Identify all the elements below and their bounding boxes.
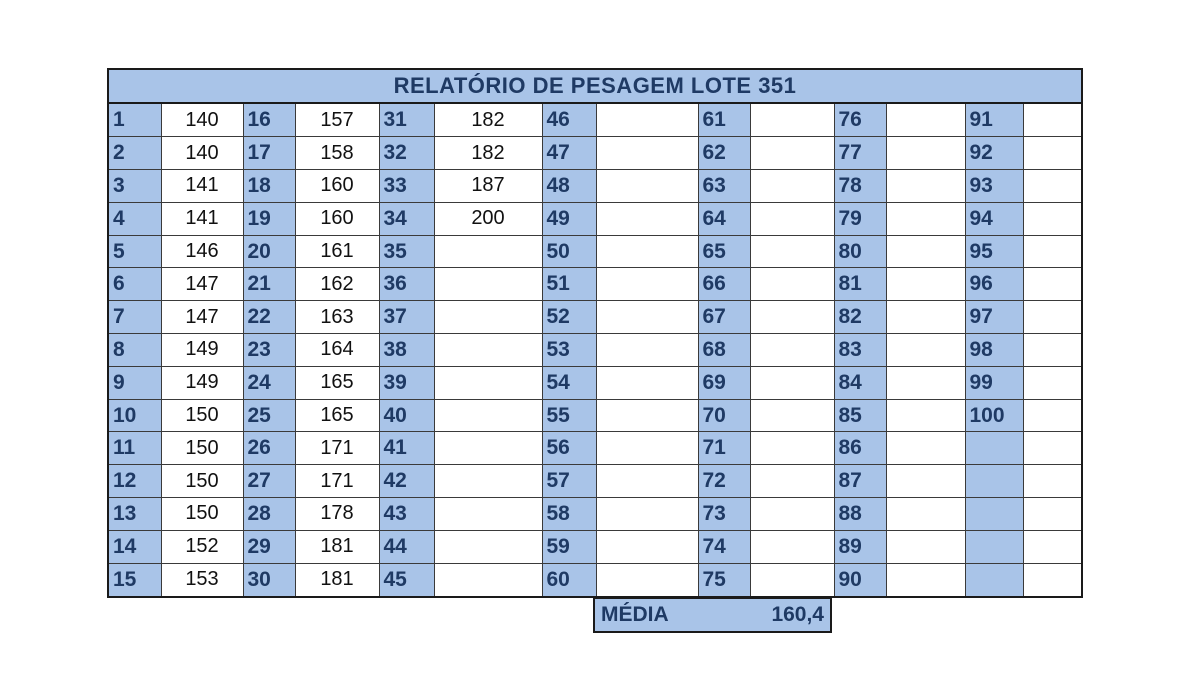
item-number: 56 [542, 432, 596, 465]
weight-value [886, 202, 965, 235]
weight-value [750, 104, 834, 137]
report-title: RELATÓRIO DE PESAGEM LOTE 351 [109, 70, 1081, 104]
item-number: 49 [542, 202, 596, 235]
weight-value: 181 [295, 530, 379, 563]
weight-value [886, 170, 965, 203]
item-number: 29 [243, 530, 295, 563]
weight-value [434, 530, 542, 563]
weight-value: 150 [161, 432, 243, 465]
weight-value: 141 [161, 202, 243, 235]
weight-value: 149 [161, 334, 243, 367]
weight-value [596, 268, 698, 301]
weight-value: 160 [295, 202, 379, 235]
weight-value [434, 268, 542, 301]
weight-value [886, 530, 965, 563]
item-number: 90 [834, 563, 886, 596]
item-number: 51 [542, 268, 596, 301]
item-number: 98 [965, 334, 1023, 367]
weight-value [886, 137, 965, 170]
weight-value [750, 137, 834, 170]
weight-value [1023, 498, 1081, 531]
item-number: 86 [834, 432, 886, 465]
weight-value: 182 [434, 104, 542, 137]
item-number: 15 [109, 563, 161, 596]
item-number: 32 [379, 137, 434, 170]
weight-value: 161 [295, 235, 379, 268]
item-number: 46 [542, 104, 596, 137]
table-row [109, 301, 1081, 334]
item-number: 60 [542, 563, 596, 596]
weight-value [434, 498, 542, 531]
table-row [109, 170, 1081, 203]
table-row [109, 104, 1081, 137]
weight-value [596, 498, 698, 531]
item-number: 37 [379, 301, 434, 334]
table-row [109, 530, 1081, 563]
weight-value: 162 [295, 268, 379, 301]
weight-value: 158 [295, 137, 379, 170]
weight-value: 171 [295, 432, 379, 465]
weight-value: 171 [295, 465, 379, 498]
item-number: 76 [834, 104, 886, 137]
item-number: 35 [379, 235, 434, 268]
weight-value: 178 [295, 498, 379, 531]
item-number: 45 [379, 563, 434, 596]
weight-value [750, 235, 834, 268]
weight-value [596, 235, 698, 268]
weight-value: 164 [295, 334, 379, 367]
item-number: 96 [965, 268, 1023, 301]
weight-value [750, 498, 834, 531]
table-row [109, 202, 1081, 235]
item-number: 24 [243, 366, 295, 399]
weight-value [596, 202, 698, 235]
item-number: 42 [379, 465, 434, 498]
item-number: 36 [379, 268, 434, 301]
item-number: 82 [834, 301, 886, 334]
item-number: 54 [542, 366, 596, 399]
item-number: 59 [542, 530, 596, 563]
item-number [965, 563, 1023, 596]
weight-value [886, 366, 965, 399]
weight-value [434, 235, 542, 268]
item-number: 80 [834, 235, 886, 268]
weight-value [1023, 366, 1081, 399]
weight-value: 165 [295, 399, 379, 432]
weight-value [750, 432, 834, 465]
item-number [965, 530, 1023, 563]
item-number: 27 [243, 465, 295, 498]
weight-value [750, 268, 834, 301]
item-number: 34 [379, 202, 434, 235]
item-number: 65 [698, 235, 750, 268]
weight-value: 152 [161, 530, 243, 563]
item-number: 85 [834, 399, 886, 432]
weight-value [750, 366, 834, 399]
weight-value [434, 399, 542, 432]
item-number: 39 [379, 366, 434, 399]
weight-value [596, 366, 698, 399]
weight-value [1023, 235, 1081, 268]
table-row [109, 432, 1081, 465]
weight-value [1023, 465, 1081, 498]
item-number: 7 [109, 301, 161, 334]
table-row [109, 268, 1081, 301]
weight-value: 181 [295, 563, 379, 596]
weight-value [886, 399, 965, 432]
item-number: 1 [109, 104, 161, 137]
item-number: 26 [243, 432, 295, 465]
item-number: 47 [542, 137, 596, 170]
item-number: 44 [379, 530, 434, 563]
item-number: 83 [834, 334, 886, 367]
weight-value: 140 [161, 104, 243, 137]
item-number: 91 [965, 104, 1023, 137]
table-row [109, 563, 1081, 596]
item-number: 16 [243, 104, 295, 137]
weight-value [434, 432, 542, 465]
item-number: 5 [109, 235, 161, 268]
item-number: 48 [542, 170, 596, 203]
item-number: 40 [379, 399, 434, 432]
item-number: 70 [698, 399, 750, 432]
weights-table [109, 104, 1081, 596]
item-number: 18 [243, 170, 295, 203]
weight-value [886, 235, 965, 268]
item-number: 13 [109, 498, 161, 531]
item-number: 23 [243, 334, 295, 367]
weight-value [750, 465, 834, 498]
weight-value: 163 [295, 301, 379, 334]
weight-value [434, 301, 542, 334]
table-row [109, 366, 1081, 399]
item-number [965, 465, 1023, 498]
item-number [965, 498, 1023, 531]
item-number: 21 [243, 268, 295, 301]
weight-value: 157 [295, 104, 379, 137]
item-number: 75 [698, 563, 750, 596]
item-number: 72 [698, 465, 750, 498]
weight-value [1023, 399, 1081, 432]
weight-value [750, 563, 834, 596]
item-number: 25 [243, 399, 295, 432]
item-number: 99 [965, 366, 1023, 399]
weight-value [596, 104, 698, 137]
table-row [109, 235, 1081, 268]
item-number: 9 [109, 366, 161, 399]
table-row [109, 137, 1081, 170]
weight-value [434, 563, 542, 596]
item-number: 50 [542, 235, 596, 268]
item-number: 53 [542, 334, 596, 367]
item-number: 2 [109, 137, 161, 170]
average-value: 160,4 [771, 603, 824, 626]
weight-value [886, 465, 965, 498]
weight-value [596, 137, 698, 170]
item-number: 84 [834, 366, 886, 399]
weight-value [1023, 170, 1081, 203]
item-number: 28 [243, 498, 295, 531]
average-box [593, 597, 832, 633]
weight-value: 150 [161, 465, 243, 498]
table-row [109, 399, 1081, 432]
weight-value [886, 104, 965, 137]
table-row [109, 498, 1081, 531]
item-number: 17 [243, 137, 295, 170]
weighing-report [107, 68, 1083, 598]
item-number: 11 [109, 432, 161, 465]
item-number: 66 [698, 268, 750, 301]
weight-value: 160 [295, 170, 379, 203]
weight-value: 150 [161, 399, 243, 432]
weight-value [596, 465, 698, 498]
item-number: 69 [698, 366, 750, 399]
weight-value [596, 530, 698, 563]
item-number: 71 [698, 432, 750, 465]
weight-value [750, 399, 834, 432]
average-label: MÉDIA [601, 603, 669, 626]
weight-value [1023, 301, 1081, 334]
item-number: 74 [698, 530, 750, 563]
item-number: 41 [379, 432, 434, 465]
weight-value [596, 432, 698, 465]
weight-value [750, 170, 834, 203]
table-row [109, 334, 1081, 367]
item-number: 6 [109, 268, 161, 301]
item-number: 78 [834, 170, 886, 203]
item-number: 88 [834, 498, 886, 531]
weight-value [750, 301, 834, 334]
weight-value [596, 563, 698, 596]
item-number: 67 [698, 301, 750, 334]
item-number: 19 [243, 202, 295, 235]
item-number: 52 [542, 301, 596, 334]
weight-value: 200 [434, 202, 542, 235]
weight-value [1023, 530, 1081, 563]
item-number: 61 [698, 104, 750, 137]
item-number: 63 [698, 170, 750, 203]
item-number: 93 [965, 170, 1023, 203]
item-number: 68 [698, 334, 750, 367]
item-number: 97 [965, 301, 1023, 334]
item-number: 31 [379, 104, 434, 137]
item-number [965, 432, 1023, 465]
item-number: 20 [243, 235, 295, 268]
item-number: 14 [109, 530, 161, 563]
item-number: 22 [243, 301, 295, 334]
weight-value [886, 301, 965, 334]
weight-value: 187 [434, 170, 542, 203]
weight-value [1023, 104, 1081, 137]
item-number: 73 [698, 498, 750, 531]
item-number: 55 [542, 399, 596, 432]
weight-value [596, 301, 698, 334]
item-number: 62 [698, 137, 750, 170]
item-number: 100 [965, 399, 1023, 432]
weight-value [886, 334, 965, 367]
item-number: 12 [109, 465, 161, 498]
item-number: 58 [542, 498, 596, 531]
weight-value: 146 [161, 235, 243, 268]
weight-value [886, 563, 965, 596]
weight-value [750, 530, 834, 563]
weight-value [886, 268, 965, 301]
item-number: 87 [834, 465, 886, 498]
weight-value [886, 498, 965, 531]
weight-value: 165 [295, 366, 379, 399]
weight-value: 153 [161, 563, 243, 596]
item-number: 57 [542, 465, 596, 498]
item-number: 95 [965, 235, 1023, 268]
weight-value: 147 [161, 268, 243, 301]
weight-value: 182 [434, 137, 542, 170]
weight-value [1023, 432, 1081, 465]
weight-value [434, 334, 542, 367]
weight-value: 147 [161, 301, 243, 334]
weight-value [1023, 202, 1081, 235]
item-number: 77 [834, 137, 886, 170]
item-number: 79 [834, 202, 886, 235]
table-row [109, 465, 1081, 498]
item-number: 43 [379, 498, 434, 531]
item-number: 33 [379, 170, 434, 203]
item-number: 92 [965, 137, 1023, 170]
item-number: 64 [698, 202, 750, 235]
weight-value [750, 334, 834, 367]
weight-value: 150 [161, 498, 243, 531]
weight-value [886, 432, 965, 465]
weight-value [434, 465, 542, 498]
weight-value: 149 [161, 366, 243, 399]
item-number: 30 [243, 563, 295, 596]
item-number: 4 [109, 202, 161, 235]
weight-value [596, 399, 698, 432]
weight-value [1023, 334, 1081, 367]
weight-value [1023, 268, 1081, 301]
weight-value [1023, 563, 1081, 596]
item-number: 94 [965, 202, 1023, 235]
weight-value [434, 366, 542, 399]
weight-value [596, 334, 698, 367]
item-number: 8 [109, 334, 161, 367]
item-number: 10 [109, 399, 161, 432]
item-number: 3 [109, 170, 161, 203]
weight-value [750, 202, 834, 235]
weight-value: 141 [161, 170, 243, 203]
item-number: 89 [834, 530, 886, 563]
weight-value [596, 170, 698, 203]
weight-value: 140 [161, 137, 243, 170]
item-number: 81 [834, 268, 886, 301]
item-number: 38 [379, 334, 434, 367]
weight-value [1023, 137, 1081, 170]
